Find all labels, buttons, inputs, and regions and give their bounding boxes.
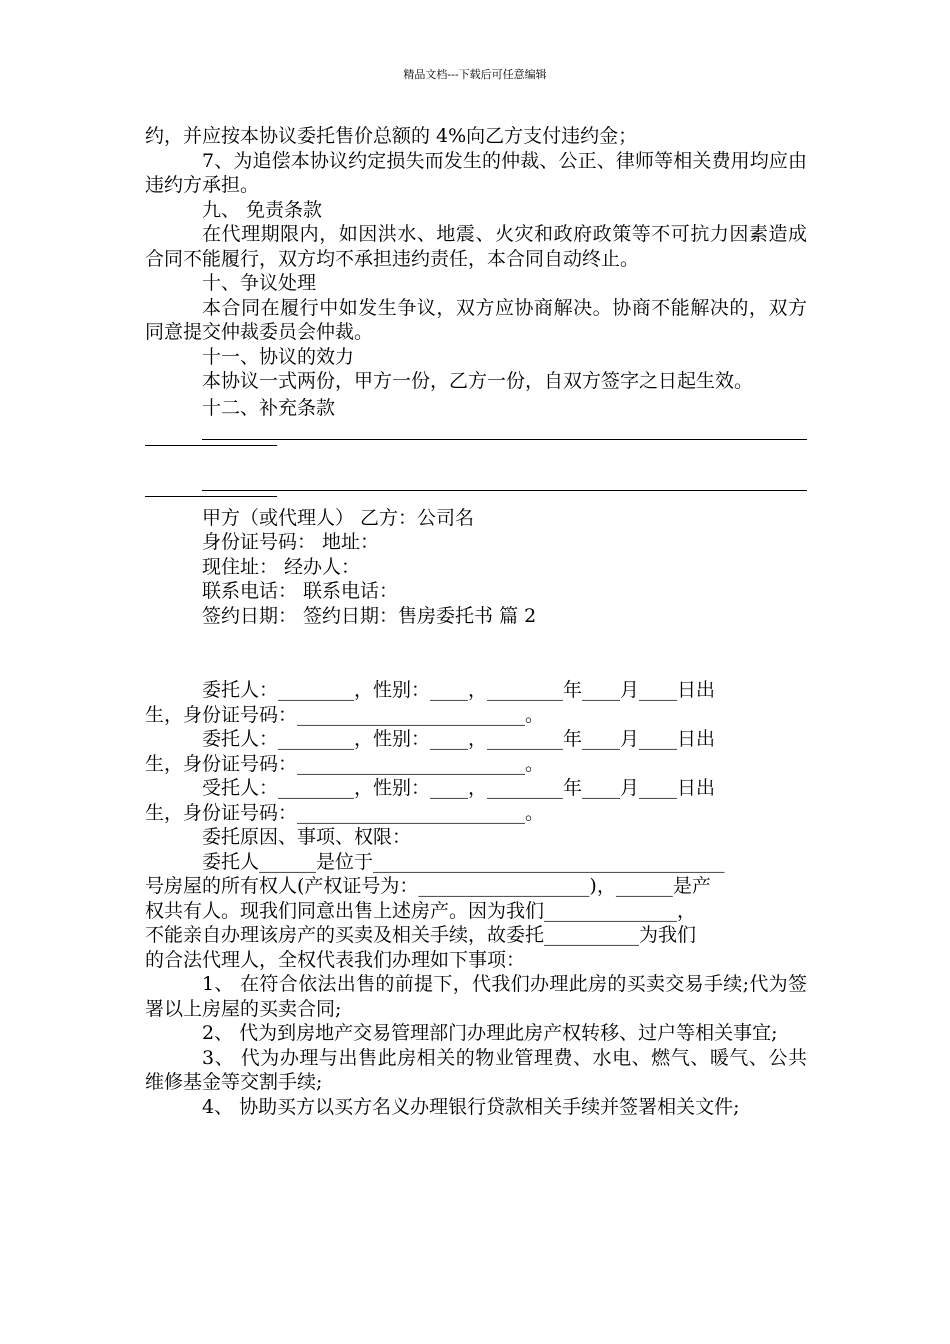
signature-line: 联系电话： 联系电话： (202, 580, 399, 602)
blank-line (145, 445, 807, 470)
list-item: 1、 在符合依法出售的前提下，代我们办理此房的买卖交易手续;代为签署以上房屋的买卖合同; (145, 973, 807, 1020)
blank-line (145, 471, 807, 496)
reason-line: 的合法代理人，全权代表我们办理如下事项： (145, 948, 526, 971)
section-heading: 委托原因、事项、权限： (202, 826, 412, 848)
signature-line: 身份证号码： 地址： (202, 531, 380, 553)
list-item: 4、 协助买方以买方名义办理银行贷款相关手续并签署相关文件; (202, 1095, 740, 1118)
blank-line (145, 496, 807, 506)
signature-line: 现住址： 经办人： (202, 555, 361, 578)
party-line: 生，身份证号码：________________________。 (145, 752, 545, 775)
document-body (145, 124, 807, 1119)
reason-line: 不能亲自办理该房产的买卖及相关手续，故委托__________为我们 (145, 924, 697, 946)
reason-line: 委托人______是位于_____________________________________ (202, 850, 725, 873)
section-heading: 九、 免责条款 (202, 198, 323, 221)
party-line: 受托人：________，性别：____，________年____月____日出 (202, 777, 716, 799)
paragraph: 本合同在履行中如发生争议，双方应协商解决。协商不能解决的，双方同意提交仲裁委员会仲裁。 (145, 296, 807, 343)
reason-line: 号房屋的所有权人(产权证号为：__________________)，______是产 (145, 875, 711, 897)
section-heading: 十一、协议的效力 (202, 345, 355, 368)
party-line: 委托人：________，性别：____，________年____月____日出 (202, 728, 716, 750)
list-item: 2、 代为到房地产交易管理部门办理此房产权转移、过户等相关事宜; (202, 1022, 778, 1044)
blank-line (145, 420, 807, 445)
paragraph: 约，并应按本协议委托售价总额的 4%向乙方支付违约金； (145, 125, 638, 147)
party-line: 生，身份证号码：________________________。 (145, 801, 545, 824)
list-item: 3、 代为办理与出售此房相关的物业管理费、水电、燃气、暖气、公共维修基金等交割手续; (145, 1046, 807, 1093)
signature-line: 签约日期： 签约日期：售房委托书 篇 2 (202, 604, 537, 627)
party-line: 委托人：________，性别：____，________年____月____日出 (202, 679, 716, 701)
section-heading: 十二、补充条款 (202, 396, 336, 419)
paragraph: 本协议一式两份，甲方一份，乙方一份，自双方签字之日起生效。 (202, 370, 754, 392)
party-line: 生，身份证号码：________________________。 (145, 703, 545, 726)
reason-line: 权共有人。现我们同意出售上述房产。因为我们______________， (145, 899, 697, 922)
signature-line: 甲方（或代理人） 乙方：公司名 (202, 506, 475, 529)
paragraph: 7、为追偿本协议约定损失而发生的仲裁、公正、律师等相关费用均应由违约方承担。 (145, 149, 807, 196)
section-heading: 十、争议处理 (202, 272, 317, 294)
page-header: 精品文档---下载后可任意编辑 (403, 68, 547, 81)
paragraph: 在代理期限内，如因洪水、地震、火灾和政府政策等不可抗力因素造成合同不能履行，双方均不承担违约责任，本合同自动终止。 (145, 223, 807, 270)
